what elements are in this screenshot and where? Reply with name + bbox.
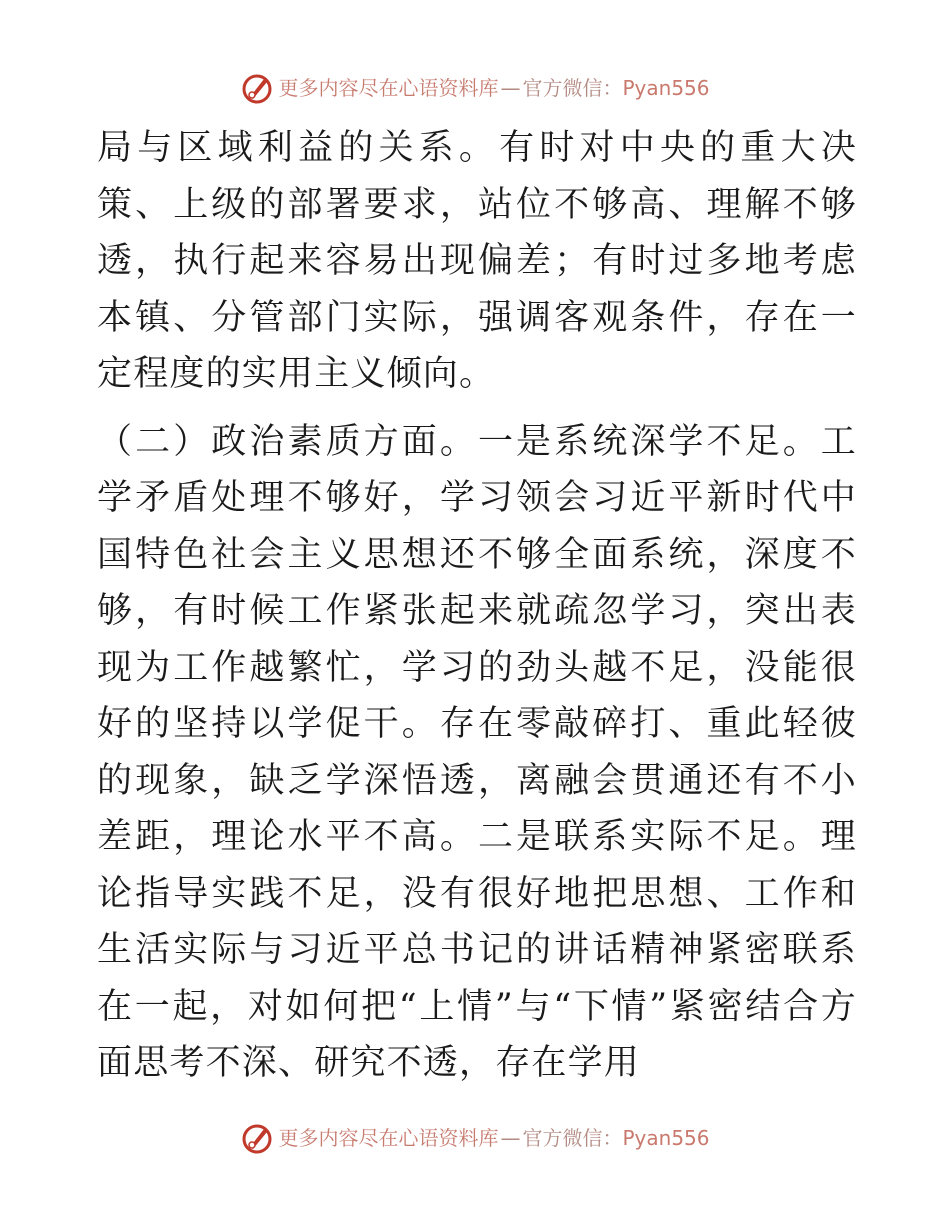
watermark-dash: — bbox=[500, 76, 521, 100]
paragraph-2: （二）政治素质方面。一是系统深学不足。工学矛盾处理不够好，学习领会习近平新时代中国特色社会主义思想还不够全面系统，深度不够，有时候工作紧张起来就疏忽学习，突出表现为工作越繁忙，学习的劲头越不足，没能很好的坚持以学促干。存在零敲碎打、重此轻彼的现象，缺乏学深悟透，离融会贯通还有不小差距，理论水平不高。二是联系实际不足。理论指导实践不足，没有很好地把思想、工作和生活实际与习近平总书记的讲话精神紧密联系在一起，对如何把“上情”与“下情”紧密结合方面思考不深、研究不透，存在学用 bbox=[97, 421, 857, 1083]
quill-logo-icon bbox=[240, 71, 274, 105]
watermark-wechat-id: Pyan556 bbox=[622, 1126, 710, 1150]
footer-watermark bbox=[0, 1124, 950, 1152]
watermark-dash: — bbox=[500, 1126, 521, 1150]
document-body bbox=[97, 120, 857, 1092]
watermark-wechat-id: Pyan556 bbox=[622, 76, 710, 100]
quill-logo-icon bbox=[240, 1121, 274, 1155]
header-watermark bbox=[0, 74, 950, 102]
watermark-wechat-label: 官方微信： bbox=[522, 76, 623, 100]
watermark-site-name: 更多内容尽在心语资料库 bbox=[278, 76, 499, 100]
paragraph-1: 局与区域利益的关系。有时对中央的重大决策、上级的部署要求，站位不够高、理解不够透，执行起来容易出现偏差；有时过多地考虑本镇、分管部门实际，强调客观条件，存在一定程度的实用主义倾向。 bbox=[97, 128, 857, 394]
watermark-site-name: 更多内容尽在心语资料库 bbox=[278, 1126, 499, 1150]
watermark-wechat-label: 官方微信： bbox=[522, 1126, 623, 1150]
